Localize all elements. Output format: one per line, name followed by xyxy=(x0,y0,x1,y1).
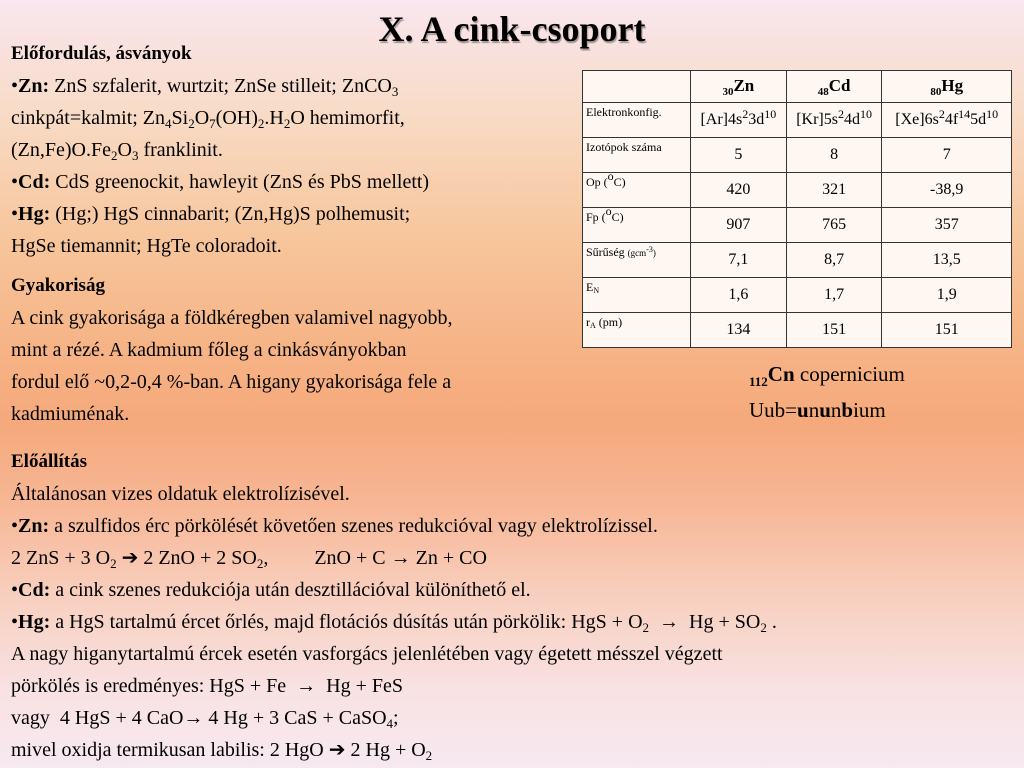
occurrence-zn: •Zn: ZnS szfalerit, wurtzit; ZnSe stilleit; ZnCO$_3$ xyxy=(11,75,399,99)
table-cell: 151 xyxy=(882,313,1012,348)
production-hg: •Hg: a HgS tartalmú ércet őrlés, majd flotációs dúsítás után pörkölik: HgS + $O_2 \to Hg + SO_2$ . xyxy=(11,611,777,635)
table-row-melting-point xyxy=(583,173,1012,208)
table-cell: 420 xyxy=(691,173,787,208)
row-label-density: Sűrűség (gcm$^{-3}$) xyxy=(583,243,691,278)
copernicium-line: $_{112}$Cn copernicium xyxy=(749,362,905,389)
table-cell: 151 xyxy=(786,313,882,348)
production-hg-line4: vagy 4 HgS + 4 CaO→ 4 Hg + 3 CaS + CaSO$_4$; xyxy=(11,707,399,731)
abundance-section xyxy=(11,270,586,430)
table-cell: -38,9 xyxy=(882,173,1012,208)
table-cell: 321 xyxy=(786,173,882,208)
table-cell: 765 xyxy=(786,208,882,243)
occurrence-zn-line2: cinkpát=kalmit; $Zn_4Si_2O_7(OH)_2.H_2O$ hemimorfit, xyxy=(11,107,405,131)
row-label-melting-point: Op ($^o$C) xyxy=(583,173,691,208)
row-label-isotopes: Izotópok száma xyxy=(583,138,691,173)
row-label-boiling-point: Fp ($^o$C) xyxy=(583,208,691,243)
table-cell: 13,5 xyxy=(882,243,1012,278)
abundance-line: mint a rézé. A kadmium főleg a cinkásványokban xyxy=(11,339,407,361)
abundance-line: A cink gyakorisága a földkéregben valamivel nagyobb, xyxy=(11,307,453,329)
table-cell: 8,7 xyxy=(786,243,882,278)
abundance-line: kadmiuménak. xyxy=(11,403,130,425)
production-heading: Előállítás xyxy=(11,451,88,472)
table-row-isotopes xyxy=(583,138,1012,173)
table-cell: 1,7 xyxy=(786,278,882,313)
table-row-electronegativity xyxy=(583,278,1012,313)
copernicium-note xyxy=(749,360,905,424)
row-label-atomic-radius: $r_A$ (pm) xyxy=(583,313,691,348)
table-row-boiling-point xyxy=(583,208,1012,243)
table-row-density xyxy=(583,243,1012,278)
table-cell: 907 xyxy=(691,208,787,243)
header-cd: $_{48}$Cd xyxy=(786,71,882,103)
occurrence-cd: •Cd: CdS greenockit, hawleyit (ZnS és PbS mellett) xyxy=(11,171,430,193)
occurrence-hg: •Hg: (Hg;) HgS cinnabarit; (Zn,Hg)S polhemusit; xyxy=(11,203,411,225)
row-label-electronegativity: $E_N$ xyxy=(583,278,691,313)
uub-line: Uub=ununbium xyxy=(749,398,886,422)
production-section xyxy=(11,446,1016,766)
abundance-heading: Gyakoriság xyxy=(11,275,105,296)
header-hg: $_{80}$Hg xyxy=(882,71,1012,103)
occurrence-heading: Előfordulás, ásványok xyxy=(11,43,192,64)
occurrence-section xyxy=(11,38,581,262)
header-zn: $_{30}$Zn xyxy=(691,71,787,103)
production-hg-line2: A nagy higanytartalmú ércek esetén vasforgács jelenlétében vagy égetett mésszel végzett xyxy=(11,643,723,665)
row-label-econf: Elektronkonfig. xyxy=(583,103,691,138)
production-zn: •Zn: a szulfidos érc pörkölését követően szenes redukcióval vagy elektrolízissel. xyxy=(11,515,658,537)
table-cell: 357 xyxy=(882,208,1012,243)
abundance-line: fordul elő ~0,2-0,4 %-ban. A higany gyakorisága fele a xyxy=(11,371,452,393)
econf-zn: $[Ar]4s^23d^{10}$ xyxy=(691,103,787,138)
table-cell: 8 xyxy=(786,138,882,173)
econf-cd: $[Kr]5s^24d^{10}$ xyxy=(786,103,882,138)
table-cell: 7,1 xyxy=(691,243,787,278)
table-cell: 1,6 xyxy=(691,278,787,313)
table-corner-cell xyxy=(583,71,691,103)
table-cell: 1,9 xyxy=(882,278,1012,313)
production-cd: •Cd: a cink szenes redukciója után desztillációval különíthető el. xyxy=(11,579,531,601)
page-title: X. A cink-csoport xyxy=(378,9,646,49)
table-row-econf xyxy=(583,103,1012,138)
properties-table xyxy=(582,70,1012,348)
occurrence-hg-line2: HgSe tiemannit; HgTe coloradoit. xyxy=(11,235,282,257)
table-cell: 5 xyxy=(691,138,787,173)
econf-hg: $[Xe]6s^24f^{14}5d^{10}$ xyxy=(882,103,1012,138)
occurrence-zn-line3: $(Zn,Fe)O.Fe_2O_3$ franklinit. xyxy=(11,139,223,163)
table-cell: 7 xyxy=(882,138,1012,173)
production-hg-line3: pörkölés is eredményes: HgS + Fe → Hg + FeS xyxy=(11,675,403,697)
production-intro: Általánosan vizes oldatuk elektrolízisével. xyxy=(11,483,350,505)
table-header-row xyxy=(583,71,1012,103)
table-row-atomic-radius xyxy=(583,313,1012,348)
table-cell: 134 xyxy=(691,313,787,348)
production-hg-line5: mivel oxidja termikusan labilis: 2 HgO ➔ 2 $Hg + O_2$ xyxy=(11,739,433,763)
production-zn-equation: 2 ZnS + 3 $O_2$ ➔ 2 ZnO + 2 $SO_2$, ZnO + C → Zn + CO xyxy=(11,547,487,571)
